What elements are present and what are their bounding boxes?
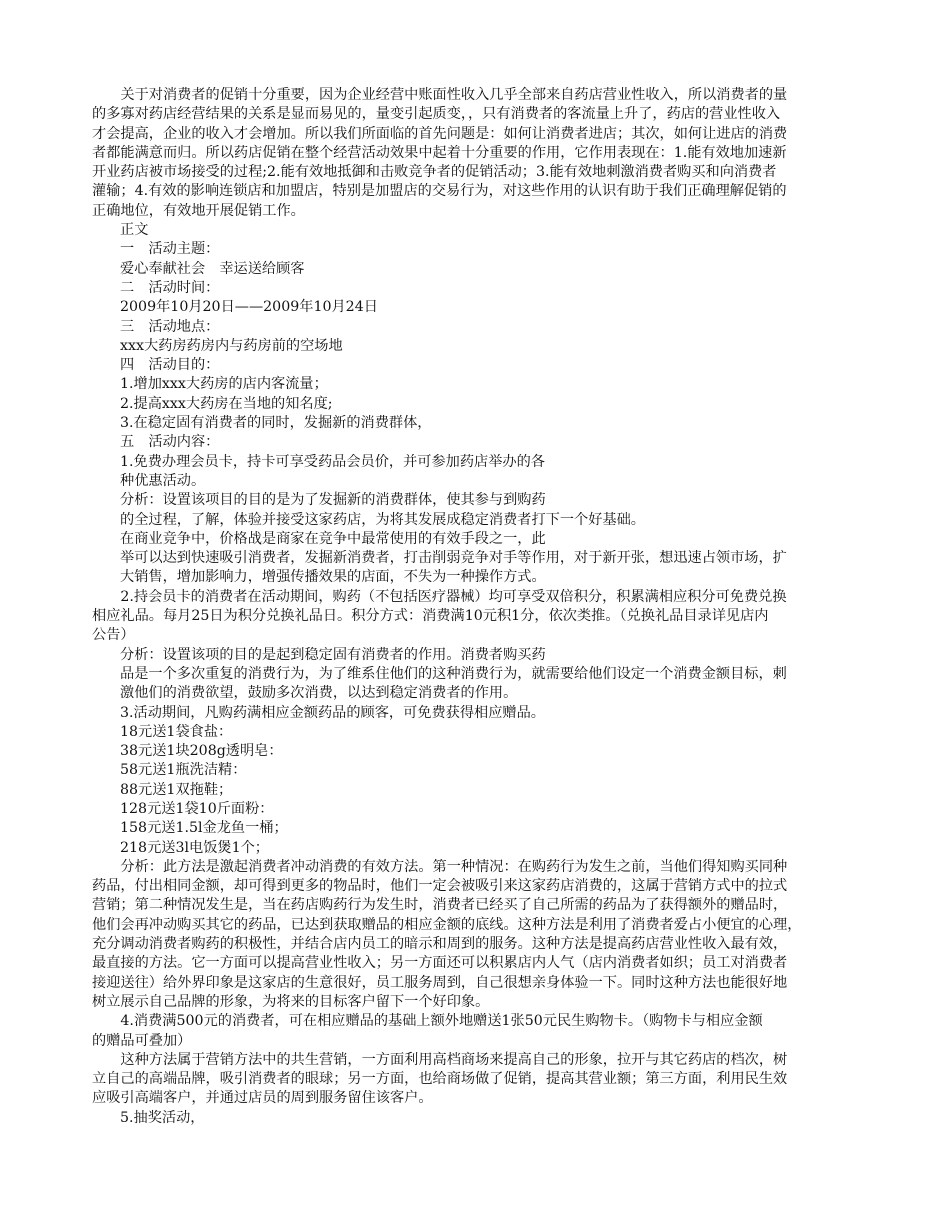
text-line: 相应礼品。每月25日为积分兑换礼品日。积分方式：消费满10元积1分，依次类推。（兑换礼品目录详见店内 <box>92 608 769 625</box>
text-line: 品是一个多次重复的消费行为，为了维系住他们的这种消费行为，就需要给他们设定一个消费金额目标，刺 <box>120 665 787 682</box>
gift-item: 58元送1瓶洗洁精： <box>120 762 247 779</box>
section-theme-title: 一 活动主题： <box>120 241 220 258</box>
text-line: 公告） <box>92 627 135 644</box>
text-line: 举可以达到快速吸引消费者，发掘新消费者，打击削弱竞争对手等作用，对于新开张，想迅速占领市场，扩 <box>120 550 787 567</box>
content-item-1: 1.免费办理会员卡，持卡可享受药品会员价，并可参加药店举办的各 <box>120 453 545 470</box>
text-line: 接迎送往）给外界印象是这家店的生意很好，员工服务周到，自己很想亲身体验一下。同时这种方法也能很好地 <box>92 974 788 991</box>
analysis-2: 分析：设置该项的目的是起到稳定固有消费者的作用。消费者购买药 <box>120 646 546 663</box>
content-item-4 <box>92 1012 858 1051</box>
intro-line: 关于对消费者的促销十分重要，因为企业经营中账面性收入几乎全部来自药店营业性收入，所以消费者的量 <box>120 87 788 103</box>
gift-item: 218元送3l电饭煲1个； <box>120 839 269 856</box>
analysis-1-price-cont <box>92 549 858 588</box>
analysis-3 <box>92 858 858 1012</box>
section-place-title: 三 活动地点： <box>120 318 220 335</box>
purpose-item: 3.在稳定固有消费者的同时，发掘新的消费群体， <box>120 415 432 432</box>
text-line: 大销售，增加影响力，增强传播效果的店面，不失为一种操作方式。 <box>120 569 546 586</box>
gift-item: 18元送1袋食盐： <box>120 723 233 740</box>
analysis-4 <box>92 1051 858 1109</box>
intro-line: 开业药店被市场接受的过程;2.能有效地抵御和击败竞争者的促销活动；3.能有效地刺激消费者购买和向消费者 <box>92 164 777 181</box>
text-line: 2.持会员卡的消费者在活动期间，购药（不包括医疗器械）均可享受双倍积分，积累满相应积分可免费兑换 <box>120 588 787 605</box>
purpose-item: 2.提高xxx大药房在当地的知名度; <box>120 395 333 412</box>
text-line: 最直接的方法。它一方面可以提高营业性收入；另一方面还可以积累店内人气（店内消费者如织；员工对消费者 <box>92 955 788 972</box>
content-item-3: 3.活动期间，凡购药满相应金额药品的顾客，可免费获得相应赠品。 <box>120 704 545 721</box>
text-line: 立自己的高端品牌，吸引消费者的眼球；另一方面，也给商场做了促销，提高其营业额；第三方面，利用民生效 <box>92 1071 788 1088</box>
text-line: 激他们的消费欲望，鼓励多次消费，以达到稳定消费者的作用。 <box>120 685 518 702</box>
gift-item: 88元送1双拖鞋； <box>120 781 233 798</box>
intro-line: 正确地位，有效地开展促销工作。 <box>92 202 305 219</box>
analysis-1-price: 在商业竞争中，价格战是商家在竞争中最常使用的有效手段之一，此 <box>120 530 546 547</box>
intro-line: 的多寡对药店经营结果的关系是显而易见的，量变引起质变，，只有消费者的客流量上升了，药店的营业性收入 <box>92 106 781 123</box>
intro-paragraph <box>92 86 858 221</box>
text-line: 他们会再冲动购买其它的药品，已达到获取赠品的相应金额的底线。这种方法是利用了消费者爱占小便宜的心理， <box>92 916 802 933</box>
section-content-title: 五 活动内容： <box>120 434 220 451</box>
text-line: 充分调动消费者购药的积极性，并结合店内员工的暗示和周到的服务。这种方法是提高药店营业性收入最有效， <box>92 936 788 953</box>
text-line: 应吸引高端客户，并通过店员的周到服务留住该客户。 <box>92 1090 433 1107</box>
section-purpose-title: 四 活动目的： <box>120 357 220 374</box>
intro-line: 才会提高，企业的收入才会增加。所以我们所面临的首先问题是：如何让消费者进店；其次，如何让进店的消费 <box>92 125 788 142</box>
purpose-item: 1.增加xxx大药房的店内客流量； <box>120 376 328 393</box>
text-line: 这种方法属于营销方法中的共生营销，一方面利用高档商场来提高自己的形象，拉开与其它药店的档次，树 <box>120 1051 788 1068</box>
text-line: 的赠品可叠加） <box>92 1032 192 1049</box>
gift-item: 128元送1袋10斤面粉： <box>120 800 274 817</box>
analysis-2-cont <box>92 665 858 704</box>
gift-item: 158元送1.5l金龙鱼一桶； <box>120 820 288 837</box>
content-item-5: 5.抽奖活动， <box>120 1109 205 1126</box>
text-line: 分析：此方法是激起消费者冲动消费的有效方法。第一种情况：在购药行为发生之前，当他们得知购买同种 <box>120 858 788 875</box>
gift-item: 38元送1块208g透明皂： <box>120 743 283 760</box>
section-place-value: xxx大药房药房内与药房前的空场地 <box>120 337 343 354</box>
section-time-value: 2009年10月20日——2009年10月24日 <box>120 299 378 316</box>
text-line: 药品，付出相同金额，却可得到更多的物品时，他们一定会被吸引来这家药店消费的，这属于营销方式中的拉式 <box>92 878 788 895</box>
text-line: 营销；第二种情况发生是，当在药店购药行为发生时，消费者已经买了自己所需的药品为了获得额外的赠品时， <box>92 897 788 914</box>
analysis-1-cont: 的全过程，了解，体验并接受这家药店，为将其发展成稳定消费者打下一个好基础。 <box>120 511 645 528</box>
content-item-2 <box>92 588 858 646</box>
section-time-title: 二 活动时间： <box>120 279 220 296</box>
body-heading: 正文 <box>120 222 149 239</box>
section-theme-value: 爱心奉献社会 幸运送给顾客 <box>120 260 305 277</box>
text-line: 4.消费满500元的消费者，可在相应赠品的基础上额外地赠送1张50元民生购物卡。（购物卡与相应金额 <box>120 1013 763 1030</box>
analysis-1: 分析：设置该项目的目的是为了发掘新的消费群体，使其参与到购药 <box>120 492 546 509</box>
text-line: 树立展示自己品牌的形象，为将来的目标客户留下一个好印象。 <box>92 993 490 1010</box>
content-item-1-cont: 种优惠活动。 <box>120 472 206 489</box>
intro-line: 灌输；4.有效的影响连锁店和加盟店，特别是加盟店的交易行为，对这些作用的认识有助于我们正确理解促销的 <box>92 183 787 200</box>
intro-line: 者都能满意而归。所以药店促销在整个经营活动效果中起着十分重要的作用，它作用表现在：1.能有效地加速新 <box>92 144 787 161</box>
